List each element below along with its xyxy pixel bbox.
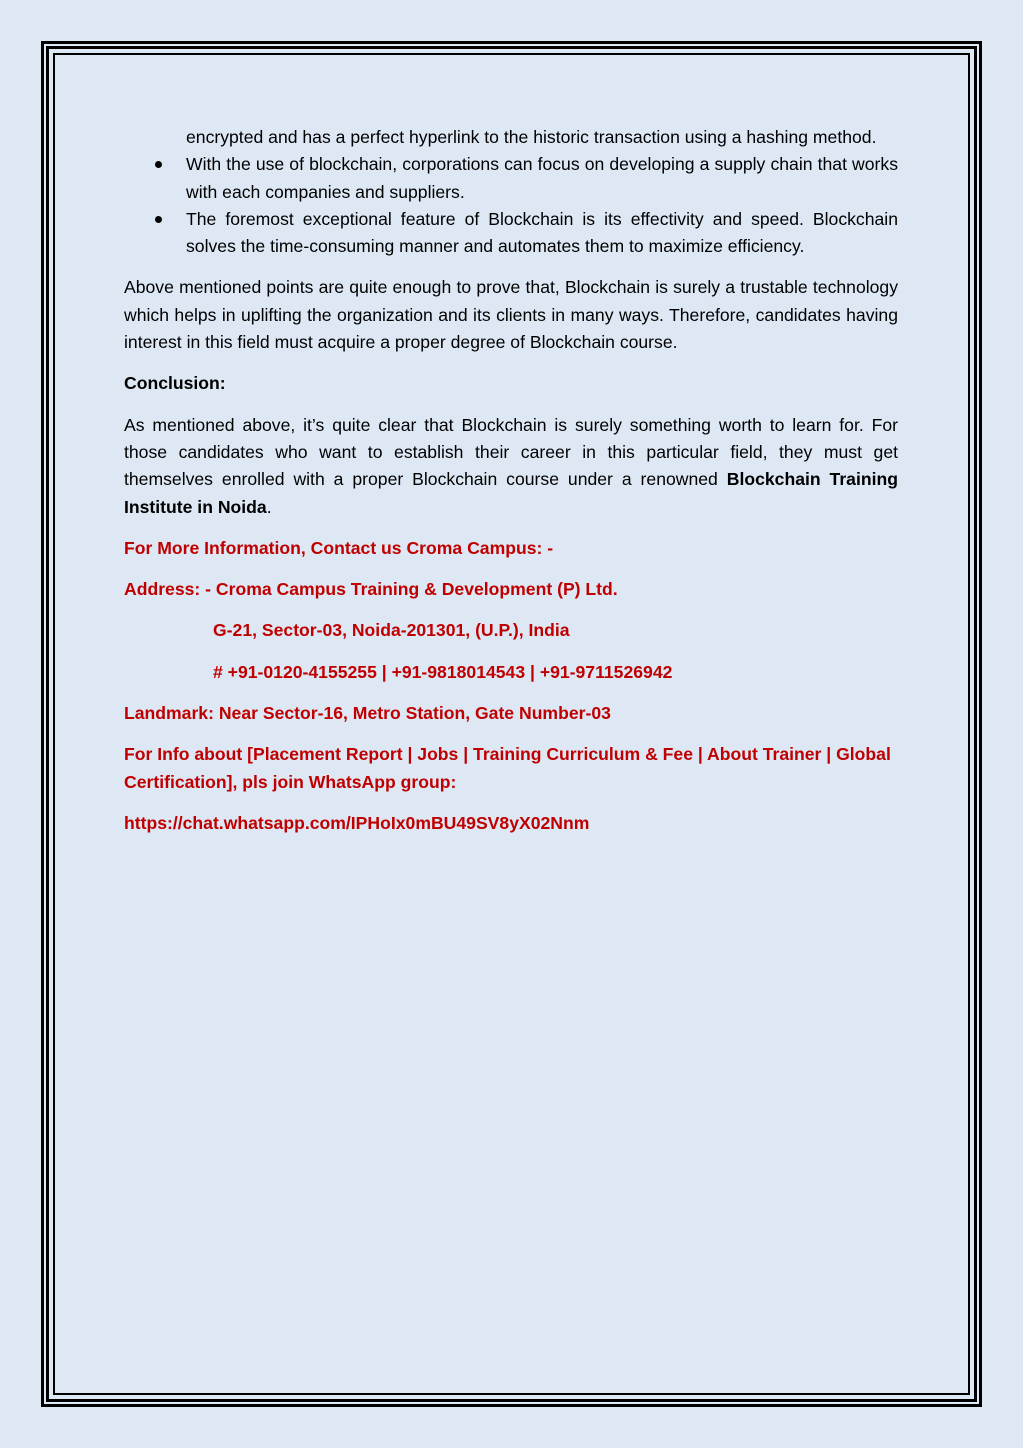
conclusion-paragraph bbox=[124, 412, 898, 521]
list-item-continued: encrypted and has a perfect hyperlink to the historic transaction using a hashing method. bbox=[186, 127, 877, 147]
summary-paragraph: Above mentioned points are quite enough to prove that, Blockchain is surely a trustable technology which helps in uplifting the organization and its clients in many ways. Therefore, candidates having interest in this field must acquire a proper degree of Blockchain course. bbox=[124, 277, 898, 353]
address-line: Address: - Croma Campus Training & Development (P) Ltd. bbox=[124, 579, 618, 600]
whatsapp-link[interactable]: https://chat.whatsapp.com/IPHoIx0mBU49SV8yX02Nnm bbox=[124, 812, 590, 833]
phone-numbers: # +91-0120-4155255 | +91-9818014543 | +91-9711526942 bbox=[213, 661, 673, 682]
info-text: For Info about [Placement Report | Jobs | Training Curriculum & Fee | About Trainer | Global Certification], pls join WhatsApp group: bbox=[124, 744, 891, 792]
conclusion-bold-text: Blockchain Training Institute in Noida bbox=[124, 469, 898, 517]
list-item: The foremost exceptional feature of Blockchain is its effectivity and speed. Blockchain solves the time-consuming manner and automates them to maximize efficiency. bbox=[124, 206, 898, 261]
bullet-list bbox=[124, 124, 898, 260]
conclusion-end: . bbox=[266, 496, 272, 517]
landmark: Landmark: Near Sector-16, Metro Station, Gate Number-03 bbox=[124, 703, 611, 724]
contact-heading: For More Information, Contact us Croma Campus: - bbox=[124, 537, 554, 558]
conclusion-text: As mentioned above, it’s quite clear that Blockchain is surely something worth to learn for. For those candidates who want to establish their career in this particular field, they must get themselves enrolled with a proper Blockchain course under a renowned bbox=[124, 414, 898, 490]
document-body bbox=[124, 124, 898, 837]
address-city: G-21, Sector-03, Noida-201301, (U.P.), India bbox=[213, 620, 570, 641]
list-item: With the use of blockchain, corporations can focus on developing a supply chain that works with each companies and suppliers. bbox=[124, 151, 898, 206]
conclusion-heading: Conclusion: bbox=[124, 373, 226, 394]
